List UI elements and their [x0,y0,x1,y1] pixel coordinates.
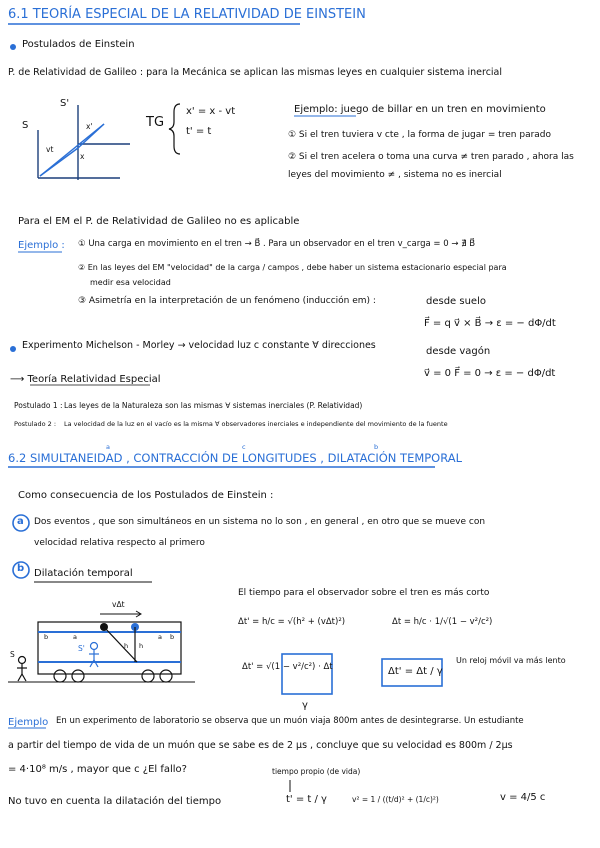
eq1-left: Δt' = h/c = √(h² + (vΔt)²) [238,617,346,627]
galileo-principle: P. de Relatividad de Galileo : para la Mecánica se aplican las mismas leyes en cualquier sistema inercial [8,67,503,78]
train-label-a1: a [73,633,77,641]
no-tuvo-en-cuenta: No tuvo en cuenta la dilatación del tiempo [8,796,222,807]
eq-vagon: v⃗ = 0 F⃗ = 0 → ε = − dΦ/dt [424,368,556,379]
train-label-b2: b [170,633,175,641]
postulado-2-label: Postulado 2 : [14,420,57,428]
billar-item-1: ① Si el tren tuviera v cte , la forma de jugar = tren parado [288,130,552,140]
eq-suelo: F⃗ = q v⃗ × B⃗ → ε = − dΦ/dt [424,318,556,329]
sqrt-box [282,654,332,694]
em-item-3: ③ Asimetría en la interpretación de un fenómeno (inducción em) : [78,296,376,306]
em-example-label: Ejemplo : [18,240,65,251]
fig-label-s: S [22,120,29,131]
postulado-2: La velocidad de la luz en el vacío es la misma ∀ observadores inerciales e independiente del movimiento de la fuente [64,420,448,428]
muon-text-1: En un experimento de laboratorio se observa que un muón viaja 800m antes de desintegrarse. Un estudiante [56,716,524,726]
bullet-dot [10,44,16,50]
reloj-movil-lento: Un reloj móvil va más lento [456,656,566,665]
eq1-right: Δt = h/c · 1/√(1 − v²/c²) [392,617,493,627]
final-eq-2: v² = 1 / ((t/d)² + (1/c)²) [352,795,439,804]
fig-label-x: x [80,152,85,161]
train-label-vdt: vΔt [112,600,125,609]
marker-b: b [17,563,25,574]
letter-a: a [106,443,110,451]
tg-label: TG [146,115,165,130]
michelson-morley: Experimento Michelson - Morley → velocidad luz c constante ∀ direcciones [22,340,376,351]
galileo-frames-figure [38,105,130,180]
bullet-dot [10,346,16,352]
billar-item-2a: ② Si el tren acelera o toma una curva ≠ tren parado , ahora las [288,152,574,162]
simultaneity-text-1: Dos eventos , que son simultáneos en un sistema no lo son , en general , en otro que se mueve con [34,517,486,527]
train-label-b1: b [44,633,49,641]
dilation-boxed-eq: Δt' = Δt / γ [388,666,443,677]
em-not-applicable: Para el EM el P. de Relatividad de Galileo no es aplicable [18,216,300,227]
tiempo-observador-line: El tiempo para el observador sobre el tren es más corto [238,588,490,598]
desde-suelo: desde suelo [426,296,486,307]
fig-label-x-prime: x' [86,122,93,131]
muon-text-3: = 4·10⁸ m/s , mayor que c ¿El fallo? [8,764,187,775]
em-item-2b: medir esa velocidad [90,278,171,287]
train-figure [8,611,195,682]
tg-eq2: t' = t [186,126,212,137]
postulados-heading: Postulados de Einstein [22,39,135,50]
desde-vagon: desde vagón [426,346,491,357]
section2-title: 6.2 SIMULTANEIDAD , CONTRACCIÓN DE LONGITUDES , DILATACIÓN TEMPORAL [8,451,463,465]
tg-eq1: x' = x - vt [186,106,236,117]
gamma-label: γ [302,700,308,711]
postulado-1: Las leyes de la Naturaleza son las mismas ∀ sistemas inerciales (P. Relatividad) [64,401,363,410]
muon-example-label: Ejemplo [8,717,49,728]
train-label-h2: h [139,642,144,650]
fig-label-s-prime: S' [60,98,70,109]
train-label-s: S [10,650,15,659]
final-eq-3: v = 4/5 c [500,792,546,803]
dilatacion-title: Dilatación temporal [34,568,133,579]
train-label-s-prime: S' [78,644,85,653]
final-eq-1: t' = t / γ [286,794,327,805]
letter-c: c [242,443,246,451]
billar-example-title: Ejemplo: juego de billar en un tren en movimiento [294,104,546,115]
eq2-left: Δt' = √(1 − v²/c²) · Δt [242,662,333,672]
section1-title: 6.1 TEORÍA ESPECIAL DE LA RELATIVIDAD DE EINSTEIN [8,7,366,22]
train-label-h1: h [124,642,129,650]
consecuencia-line: Como consecuencia de los Postulados de Einstein : [18,490,274,501]
tg-brace [169,104,180,154]
simultaneity-text-2: velocidad relativa respecto al primero [34,538,205,548]
train-label-a2: a [158,633,162,641]
teoria-relatividad-especial: ⟶ Teoría Relatividad Especial [10,374,161,385]
tiempo-propio: tiempo propio (de vida) [272,767,361,776]
em-item-2a: ② En las leyes del EM "velocidad" de la carga / campos , debe haber un sistema estacionario especial para [78,263,507,272]
em-item-1: ① Una carga en movimiento en el tren → B⃗ . Para un observador en el tren v_carga = 0 → ∄ B⃗ [78,239,476,249]
letter-b: b [374,443,379,451]
billar-item-2b: leyes del movimiento ≠ , sistema no es inercial [288,170,502,180]
fig-label-vt: vt [46,145,54,154]
marker-a: a [17,516,24,527]
muon-text-2: a partir del tiempo de vida de un muón que se sabe es de 2 μs , concluye que su velocidad es 800m / 2μs [8,740,513,751]
postulado-1-label: Postulado 1 : [14,401,63,410]
